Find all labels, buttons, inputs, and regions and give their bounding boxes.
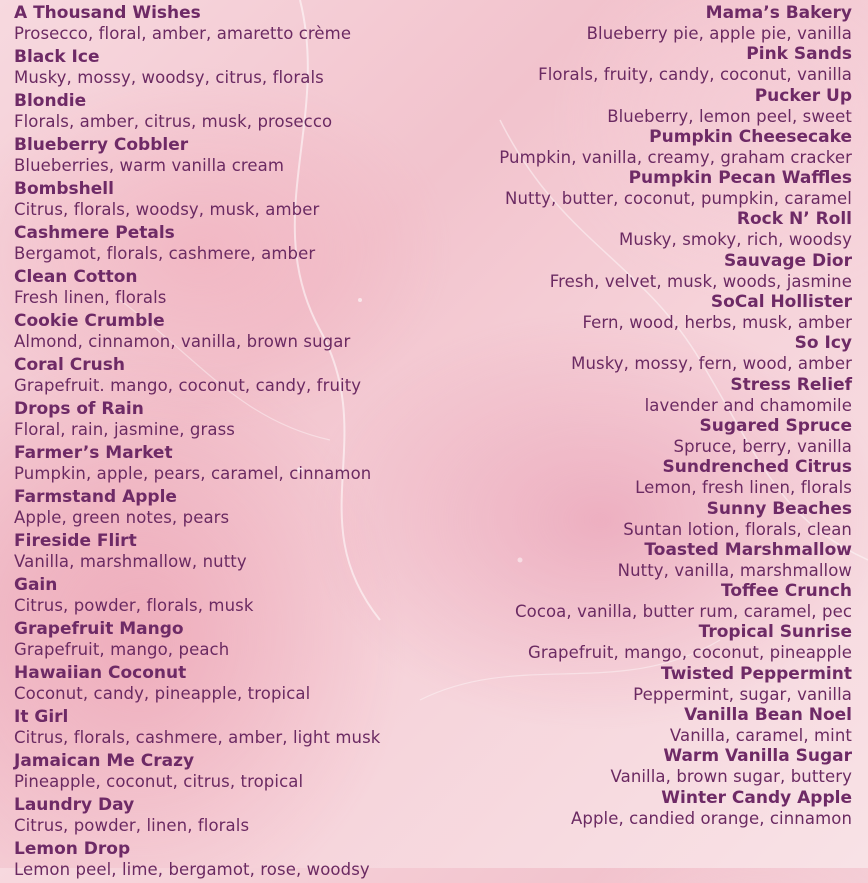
scent-entry bbox=[432, 664, 852, 705]
scent-entry bbox=[432, 375, 852, 416]
scent-name: Drops of Rain bbox=[14, 399, 144, 419]
scent-name: Laundry Day bbox=[14, 795, 135, 815]
scent-name: Tropical Sunrise bbox=[698, 622, 852, 643]
scent-name: Pumpkin Cheesecake bbox=[649, 126, 852, 147]
scent-notes: Blueberries, warm vanilla cream bbox=[14, 156, 285, 175]
scent-name: It Girl bbox=[14, 707, 69, 727]
scent-name: Toasted Marshmallow bbox=[644, 539, 852, 560]
scent-notes: Fresh, velvet, musk, woods, jasmine bbox=[549, 271, 852, 291]
scent-entry bbox=[432, 746, 852, 787]
scent-notes: Apple, candied orange, cinnamon bbox=[571, 808, 852, 828]
scent-notes: Bergamot, florals, cashmere, amber bbox=[14, 244, 316, 263]
scent-entry bbox=[14, 531, 434, 575]
scent-entry bbox=[14, 839, 434, 883]
scent-name: A Thousand Wishes bbox=[14, 3, 201, 23]
scent-notes: Nutty, vanilla, marshmallow bbox=[617, 560, 852, 580]
scent-notes: Peppermint, sugar, vanilla bbox=[633, 684, 852, 704]
scent-notes: Lemon, fresh linen, florals bbox=[635, 478, 852, 498]
scent-name: Sauvage Dior bbox=[724, 250, 852, 271]
scent-entry bbox=[14, 487, 434, 531]
scent-name: Toffee Crunch bbox=[720, 581, 852, 602]
scent-entry bbox=[432, 168, 852, 209]
scent-name: Gain bbox=[14, 575, 58, 595]
scent-name: SoCal Hollister bbox=[710, 292, 852, 313]
scent-notes: Musky, smoky, rich, woodsy bbox=[618, 230, 852, 250]
scent-notes: Blueberry pie, apple pie, vanilla bbox=[586, 24, 852, 43]
scent-entry bbox=[432, 622, 852, 663]
scent-notes: Vanilla, marshmallow, nutty bbox=[14, 552, 247, 571]
scent-entry bbox=[14, 443, 434, 487]
scent-notes: Citrus, florals, woodsy, musk, amber bbox=[14, 200, 320, 219]
scent-name: Grapefruit Mango bbox=[14, 619, 184, 639]
scent-entry bbox=[14, 3, 434, 47]
scent-entry bbox=[432, 3, 852, 44]
scent-notes: Citrus, powder, florals, musk bbox=[14, 596, 254, 615]
scent-name: Pumpkin Pecan Waffles bbox=[628, 168, 852, 189]
scent-name: Lemon Drop bbox=[14, 839, 131, 859]
scent-notes: Floral, rain, jasmine, grass bbox=[14, 420, 235, 439]
scent-notes: Blueberry, lemon peel, sweet bbox=[607, 106, 852, 126]
scent-name: Sunny Beaches bbox=[706, 498, 852, 519]
scent-entry bbox=[432, 86, 852, 127]
scent-notes: Florals, fruity, candy, coconut, vanilla bbox=[538, 65, 852, 85]
scent-notes: Florals, amber, citrus, musk, prosecco bbox=[14, 112, 333, 131]
scent-name: Sugared Spruce bbox=[699, 415, 852, 436]
scent-entry bbox=[432, 705, 852, 746]
scent-entry bbox=[14, 399, 434, 443]
scent-notes: Spruce, berry, vanilla bbox=[673, 436, 852, 456]
scent-notes: Pumpkin, vanilla, creamy, graham cracker bbox=[499, 147, 852, 167]
scent-entry bbox=[14, 223, 434, 267]
scent-notes: Fresh linen, florals bbox=[14, 288, 167, 307]
scent-notes: Lemon peel, lime, bergamot, rose, woodsy bbox=[14, 860, 370, 879]
scent-entry bbox=[432, 44, 852, 85]
scent-name: Vanilla Bean Noel bbox=[684, 705, 852, 726]
scent-name: Jamaican Me Crazy bbox=[14, 751, 195, 771]
scent-entry bbox=[432, 251, 852, 292]
scent-notes: Citrus, florals, cashmere, amber, light musk bbox=[14, 728, 381, 747]
scent-notes: Vanilla, brown sugar, buttery bbox=[610, 767, 852, 787]
scent-name: Winter Candy Apple bbox=[661, 787, 852, 808]
scent-name: So Icy bbox=[794, 333, 852, 354]
scent-entry bbox=[432, 127, 852, 168]
scent-name: Hawaiian Coconut bbox=[14, 663, 187, 683]
scent-notes: Grapefruit. mango, coconut, candy, fruity bbox=[14, 376, 362, 395]
scent-notes: Nutty, butter, coconut, pumpkin, caramel bbox=[505, 189, 852, 209]
scent-notes: Suntan lotion, florals, clean bbox=[623, 519, 852, 539]
scent-name: Pink Sands bbox=[746, 44, 852, 65]
scent-name: Bombshell bbox=[14, 179, 114, 199]
scent-entry bbox=[14, 795, 434, 839]
scent-notes: Apple, green notes, pears bbox=[14, 508, 230, 527]
scent-name: Stress Relief bbox=[730, 374, 852, 395]
scent-name: Pucker Up bbox=[754, 85, 852, 106]
scent-list-right bbox=[432, 3, 852, 829]
scent-notes: Grapefruit, mango, peach bbox=[14, 640, 230, 659]
scent-notes: lavender and chamomile bbox=[644, 395, 852, 415]
scent-name: Fireside Flirt bbox=[14, 531, 137, 551]
scent-name: Cashmere Petals bbox=[14, 223, 175, 243]
scent-name: Blondie bbox=[14, 91, 87, 111]
scent-notes: Cocoa, vanilla, butter rum, caramel, pec bbox=[515, 602, 852, 622]
scent-entry bbox=[14, 135, 434, 179]
scent-notes: Grapefruit, mango, coconut, pineapple bbox=[528, 643, 852, 663]
scent-notes: Musky, mossy, woodsy, citrus, florals bbox=[14, 68, 324, 87]
scent-notes: Pumpkin, apple, pears, caramel, cinnamon bbox=[14, 464, 372, 483]
scent-entry bbox=[432, 333, 852, 374]
scent-entry bbox=[14, 619, 434, 663]
scent-entry bbox=[14, 575, 434, 619]
scent-entry bbox=[432, 457, 852, 498]
scent-name: Cookie Crumble bbox=[14, 311, 165, 331]
scent-name: Blueberry Cobbler bbox=[14, 135, 189, 155]
scent-notes: Vanilla, caramel, mint bbox=[669, 726, 852, 746]
scent-notes: Citrus, powder, linen, florals bbox=[14, 816, 250, 835]
scent-entry bbox=[432, 416, 852, 457]
scent-entry bbox=[432, 499, 852, 540]
scent-notes: Coconut, candy, pineapple, tropical bbox=[14, 684, 311, 703]
scent-entry bbox=[14, 179, 434, 223]
scent-entry bbox=[432, 788, 852, 829]
scent-entry bbox=[14, 267, 434, 311]
scent-name: Farmer’s Market bbox=[14, 443, 173, 463]
scent-entry bbox=[14, 663, 434, 707]
scent-entry bbox=[14, 311, 434, 355]
scent-name: Farmstand Apple bbox=[14, 487, 177, 507]
scent-name: Rock N’ Roll bbox=[736, 209, 852, 230]
scent-name: Sundrenched Citrus bbox=[662, 457, 852, 478]
scent-name: Mama’s Bakery bbox=[705, 3, 852, 23]
scent-entry bbox=[432, 581, 852, 622]
scent-name: Black Ice bbox=[14, 47, 100, 67]
scent-notes: Prosecco, floral, amber, amaretto crème bbox=[14, 24, 352, 43]
scent-notes: Musky, mossy, fern, wood, amber bbox=[571, 354, 852, 374]
scent-name: Warm Vanilla Sugar bbox=[663, 746, 852, 767]
scent-entry bbox=[14, 47, 434, 91]
scent-name: Coral Crush bbox=[14, 355, 125, 375]
scent-entry bbox=[14, 355, 434, 399]
scent-notes: Fern, wood, herbs, musk, amber bbox=[582, 313, 852, 333]
scent-entry bbox=[14, 751, 434, 795]
scent-entry bbox=[432, 540, 852, 581]
scent-name: Clean Cotton bbox=[14, 267, 138, 287]
scent-entry bbox=[432, 292, 852, 333]
scent-notes: Almond, cinnamon, vanilla, brown sugar bbox=[14, 332, 351, 351]
scent-entry bbox=[432, 209, 852, 250]
scent-entry bbox=[14, 91, 434, 135]
scent-name: Twisted Peppermint bbox=[660, 663, 852, 684]
scent-notes: Pineapple, coconut, citrus, tropical bbox=[14, 772, 304, 791]
scent-entry bbox=[14, 707, 434, 751]
scent-list-left bbox=[14, 3, 434, 883]
